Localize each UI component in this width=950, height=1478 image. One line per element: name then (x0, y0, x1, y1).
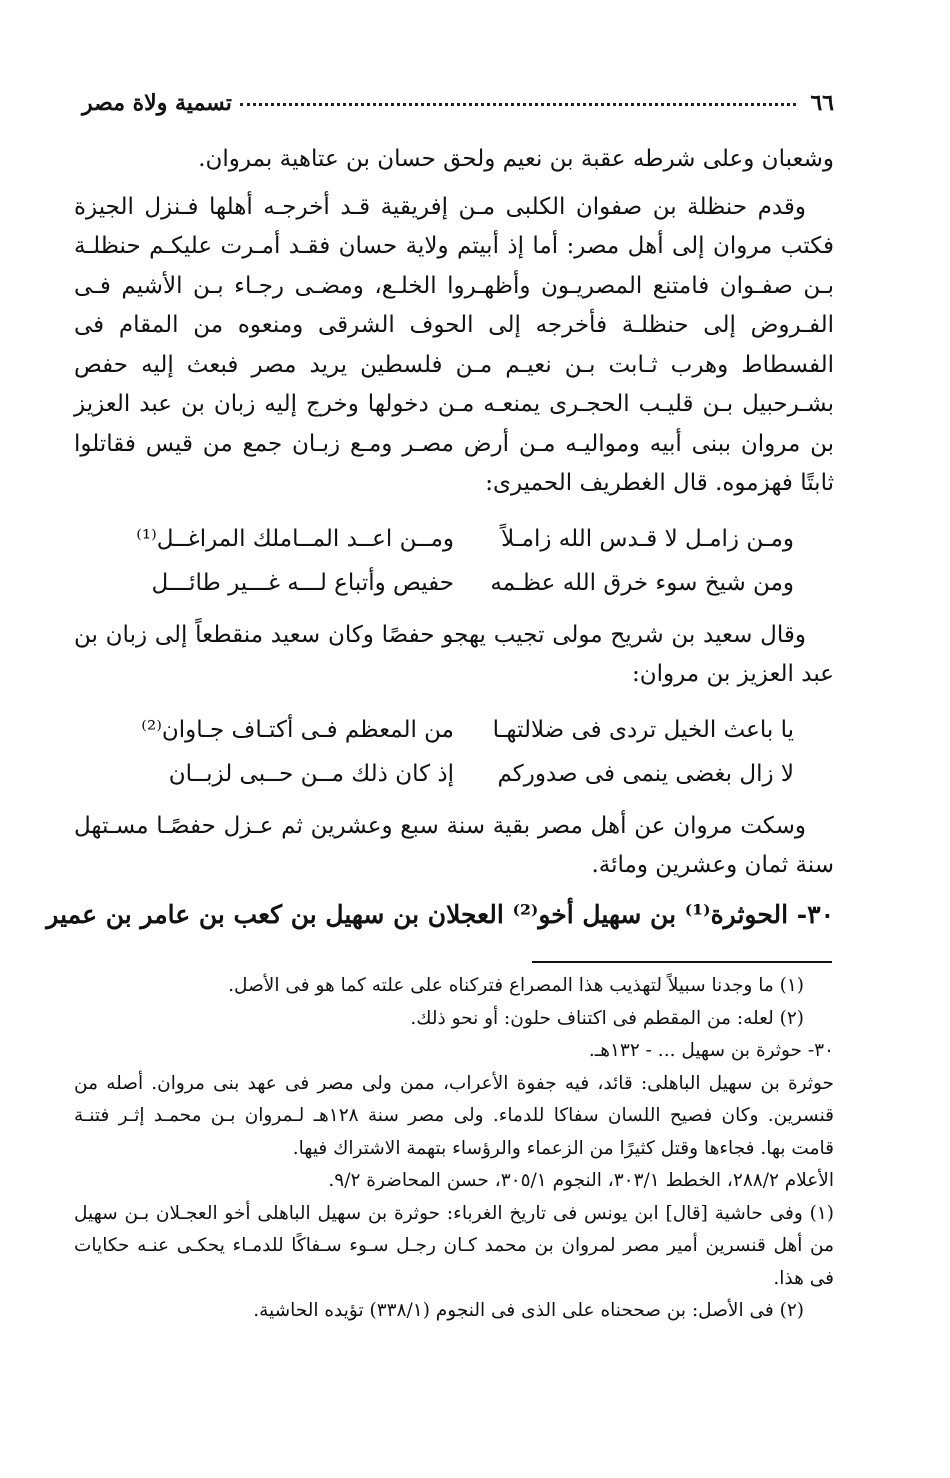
paragraph: وسكت مروان عن أهل مصر بقية سنة سبع وعشرين ثم عـزل حفصًـا مسـتهل سنة ثمان وعشرين ومائة. (74, 812, 834, 878)
footnote: ٣٠- حوثرة بن سهيل ... - ١٣٢هـ. (588, 1040, 834, 1061)
footnote: (١) ما وجدنا سبيلاً لتهذيب هذا المصراع فتركناه على علته كما هو فى الأصل. (228, 975, 804, 996)
first-hemistich: ومن شيخ سوء خرق الله عظـمه (490, 569, 794, 596)
second-hemistich: إذ كان ذلك مــن حــبى لزبــان (168, 760, 454, 787)
footnote: (٢) فى الأصل: بن صححناه على الذى فى النجوم (٣٣٨/١) تؤيده الحاشية. (253, 1300, 804, 1321)
paragraph: وقدم حنظلة بن صفوان الكلبى مـن إفريقية قـد أخرجـه أهلها فـنزل الجيزة فكتب مروان إلى أهل مصر: أما إذ أبيتم ولاية حسان فقـد أمـرت عليكـم حنظلـة بـن صفـوان فامتنع المصريـون وأظهـروا الخلـع، ومضـى رجـاء بـن الأشيم فـى الفـروض إلى حنظلـة فأخرجه إلى الحوف الشرقى ومنعوه من المقام فى الفسطاط وهرب ثـابت بـن نعيـم مـن فلسطين يريد مصر فبعث إليه حفص بشـرحبيل بـن قليـب الحجـرى يمنعـه مـن دخولها وخرج إليه زبان بن عبد العزيز بن مروان ببنى أبيه ومواليـه مـن أرض مصـر ومـع زبـان جمع من قيس فقاتلوا ثابتًا فهزموه. قال الغطريف الحميرى: (74, 193, 834, 496)
poem (74, 518, 834, 606)
page-header (82, 90, 834, 116)
verse-line (74, 709, 834, 753)
verse-line (74, 518, 834, 562)
poem (74, 709, 834, 797)
dotted-leader (240, 103, 796, 106)
main-text (74, 140, 834, 886)
footnote-separator (532, 961, 832, 963)
running-title: تسمية ولاة مصر (82, 90, 232, 116)
paragraph: وشعبان وعلى شرطه عقبة بن نعيم ولحق حسان بن عتاهية بمروان. (198, 146, 834, 172)
verse-line (74, 753, 834, 797)
footnotes (74, 970, 834, 1328)
second-hemistich: حفيص وأتباع لـــه غـــير طائـــل (151, 569, 454, 596)
footnote: حوثرة بن سهيل الباهلى: قائد، فيه جفوة الأعراب، ممن ولى مصر فى عهد بنى مروان. أصله من قنسرين. وكان فصيح اللسان سفاكا للدماء. ولى مصر سنة ١٢٨هـ لـمروان بـن محمـد إثـر فتنـة قامت بها. فجاءها وقتل كثيرًا من الزعماء والرؤساء بتهمة الاشتراك فيها. (74, 1072, 834, 1159)
footnote: (٢) لعله: من المقطم فى اكتناف حلون: أو نحو ذلك. (410, 1007, 804, 1029)
first-hemistich: يا باعث الخيل تردى فى ضلالتهـا (492, 716, 794, 743)
entry-heading: ٣٠- الحوثرة⁽¹⁾ بن سهيل أخو⁽²⁾ العجلان بن سهيل بن كعب بن عامر بن عمير (46, 900, 834, 929)
paragraph: وقال سعيد بن شريح مولى تجيب يهجو حفصًا وكان سعيد منقطعاً إلى زبان بن عبد العزيز بن مروان: (74, 621, 834, 687)
page-number: ٦٦ (810, 90, 834, 116)
first-hemistich: ومـن زامـل لا قـدس الله زامـلاً (501, 525, 794, 552)
second-hemistich: ومــن اعــد المــاملك المراغــل⁽¹⁾ (136, 525, 454, 552)
footnote: الأعلام ٢٨٨/٢، الخطط ٣٠٣/١، النجوم ٣٠٥/١، حسن المحاضرة ٩/٢. (328, 1170, 834, 1191)
verse-line (74, 562, 834, 606)
first-hemistich: لا زال بغضى ينمى فى صدوركم (497, 760, 794, 787)
second-hemistich: من المعظم فـى أكتـاف جـاوان⁽²⁾ (141, 716, 454, 743)
footnote: (١) وفى حاشية [قال] ابن يونس فى تاريخ الغرباء: حوثرة بن سهيل الباهلى أخو العجـلان بـن سهيل من أهل قنسرين أمير مصر لمروان بن محمد كـان رجـل سـوء سـفاكًا للدمـاء يحكـى عنـه حكايات فى هذا. (74, 1202, 834, 1289)
